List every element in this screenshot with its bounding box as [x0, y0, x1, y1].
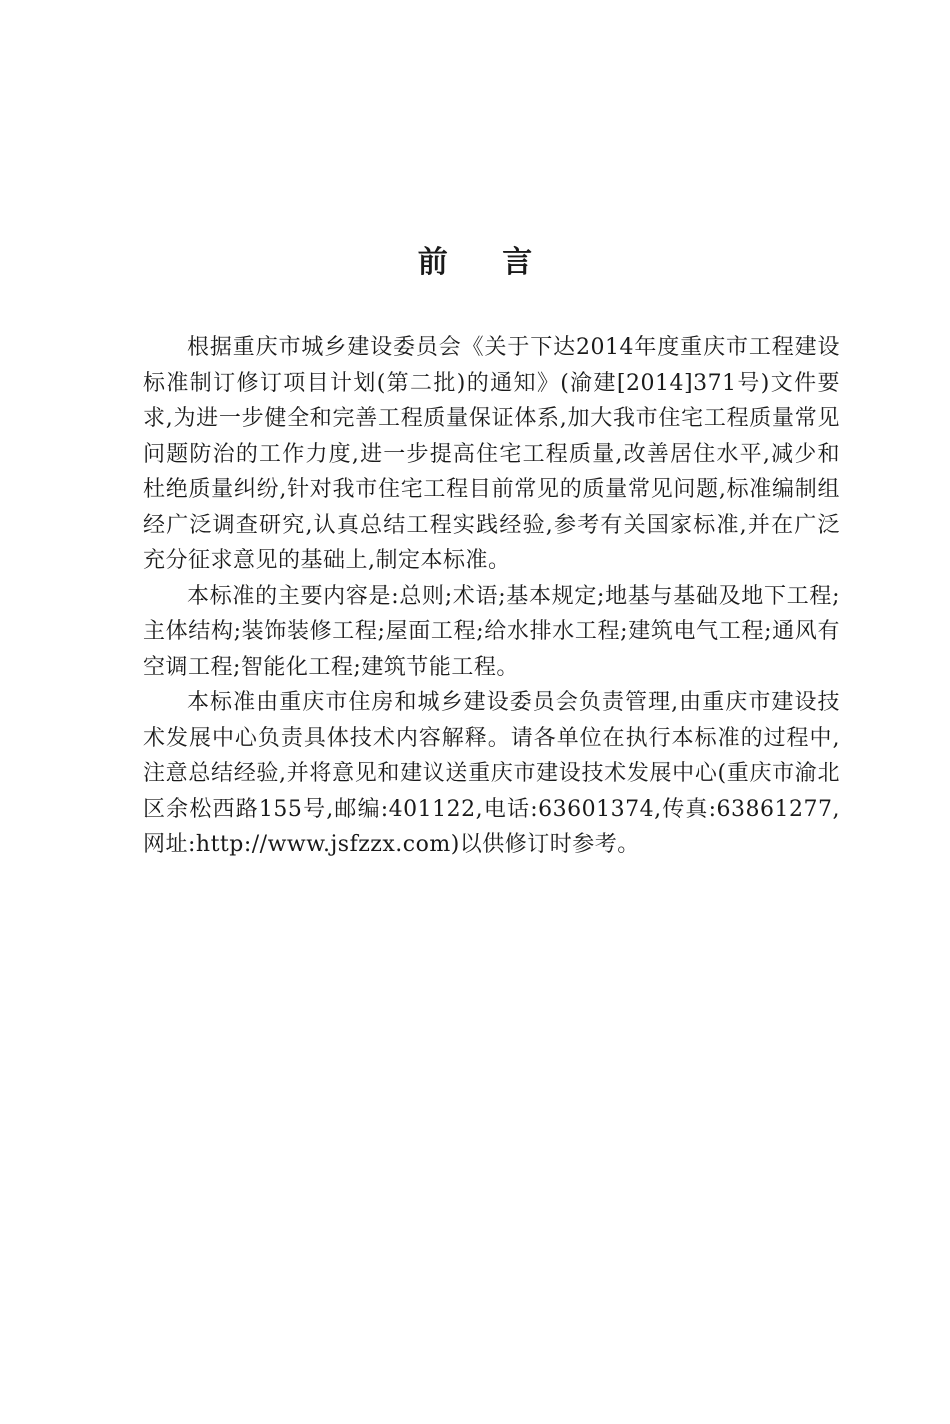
paragraph-contents: 本标准的主要内容是:总则;术语;基本规定;地基与基础及地下工程;主体结构;装饰装修工程;屋面工程;给水排水工程;建筑电气工程;通风有空调工程;智能化工程;建筑节能工程。: [143, 583, 840, 680]
paragraph-basis: 根据重庆市城乡建设委员会《关于下达2014年度重庆市工程建设标准制订修订项目计划(第二批)的通知》(渝建[2014]371号)文件要求,为进一步健全和完善工程质量保证体系,加大我市住宅工程质量常见问题防治的工作力度,进一步提高住宅工程质量,改善居住水平,减少和杜绝质量纠纷,针对我市住宅工程目前常见的质量常见问题,标准编制组经广泛调查研究,认真总结工程实践经验,参考有关国家标准,并在广泛充分征求意见的基础上,制定本标准。: [143, 335, 840, 573]
preface-body: [143, 330, 840, 863]
paragraph-management: 本标准由重庆市住房和城乡建设委员会负责管理,由重庆市建设技术发展中心负责具体技术内容解释。请各单位在执行本标准的过程中,注意总结经验,并将意见和建议送重庆市建设技术发展中心(重庆市渝北区余松西路155号,邮编:401122,电话:63601374,传真:63861277,网址:http://www.jsfzzx.com)以供修订时参考。: [143, 690, 840, 857]
page-title: 前 言: [417, 245, 555, 280]
